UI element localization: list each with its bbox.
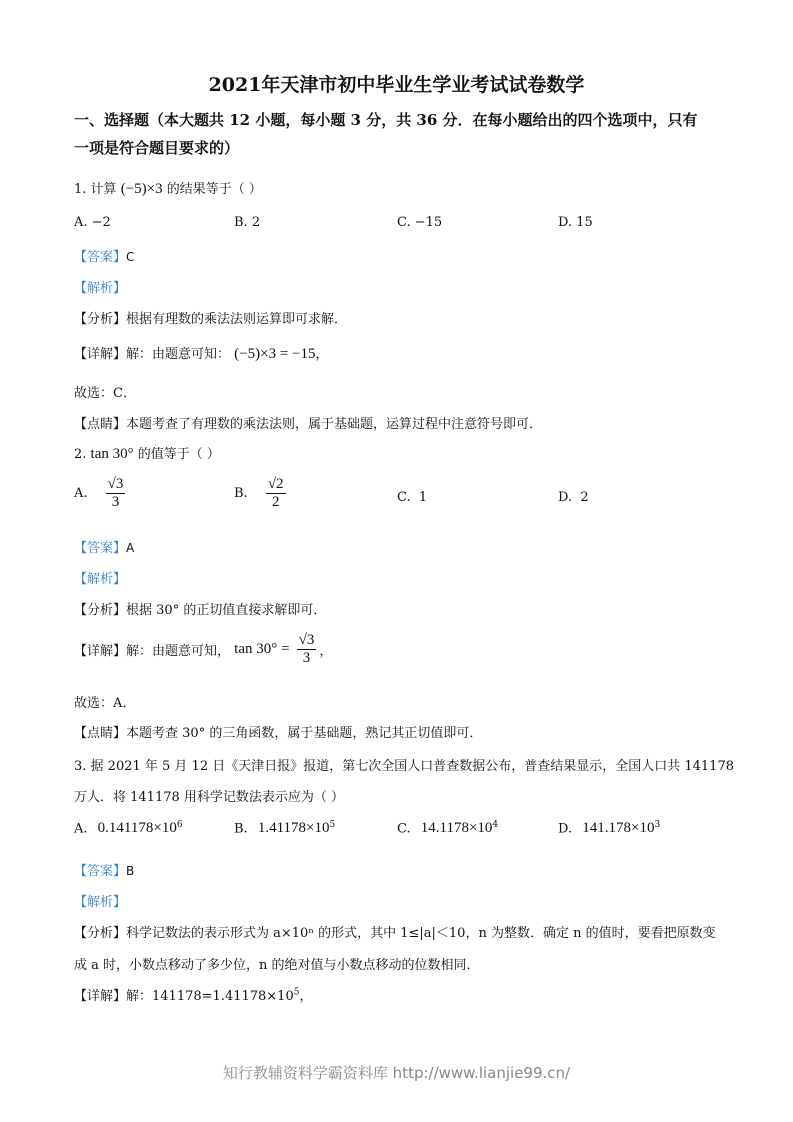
q2-choose: 故选：A． — [74, 696, 136, 711]
q2-detail-tail: ， — [319, 644, 333, 659]
q2-expr: tan 30° — [90, 446, 134, 462]
q2-option-b — [234, 476, 289, 511]
comment-tag: 【点睛】 — [74, 726, 127, 741]
q3-fenxi-text1: 科学记数法的表示形式为 a×10ⁿ 的形式，其中 1≤|a|＜10，n 为整数．确定 n 的值时，要看把原数变 — [126, 926, 716, 941]
q2-prefix: 2. — [74, 447, 87, 462]
q1-option-d: D. 15 — [558, 215, 593, 230]
q3-detail — [74, 985, 312, 1004]
q1-option-b: B. 2 — [234, 215, 261, 230]
q1-answer-value: C — [126, 250, 135, 264]
q3-option-b-base: 1.41178×10 — [257, 820, 330, 837]
q2-option-a-num: √3 — [107, 476, 124, 492]
q1-detail-tail: ， — [315, 347, 329, 362]
q2-fenxi — [74, 599, 326, 618]
q1-expr-a: (−5) — [120, 181, 147, 197]
detail-tag: 【详解】 — [74, 347, 127, 362]
q2-option-b-den: 2 — [271, 494, 280, 510]
footer-source: 知行教辅资料学霸资料库 http://www.lianjie99.cn/ — [222, 1064, 571, 1082]
q3-option-d-label: D. — [558, 821, 573, 837]
q3-fenxi-line1 — [74, 922, 716, 941]
q2-detail-text: 解：由题意可知， — [126, 644, 231, 659]
q2-comment — [74, 722, 482, 741]
answer-tag: 【答案】 — [74, 541, 127, 556]
q1-fenxi — [74, 308, 347, 327]
q1-expr-b: ×3 — [146, 181, 163, 197]
q2-option-d-label: D. — [558, 490, 573, 505]
q2-option-b-num: √2 — [267, 476, 284, 492]
answer-tag: 【答案】 — [74, 250, 127, 265]
q2-answer — [74, 537, 134, 556]
q2-option-a — [74, 476, 128, 511]
q2-comment-text: 本题考查 30° 的三角函数，属于基础题，熟记其正切值即可． — [126, 726, 483, 741]
q3-option-c — [397, 820, 498, 837]
q1-suffix: 的结果等于（ ） — [166, 182, 262, 197]
q2-stem — [74, 443, 220, 463]
analysis-tag: 【解析】 — [74, 572, 127, 587]
q3-answer-value: B — [126, 864, 135, 878]
fenxi-tag: 【分析】 — [74, 312, 127, 327]
q1-analysis — [74, 277, 126, 296]
q3-option-d-exp: 3 — [654, 820, 661, 830]
section-heading — [74, 106, 734, 162]
q2-option-c-label: C. — [397, 490, 411, 505]
comment-tag: 【点睛】 — [74, 417, 127, 432]
q3-analysis — [74, 891, 126, 910]
section-heading-line2: 一项是符合题目要求的） — [74, 139, 240, 157]
q3-option-a-exp: 6 — [176, 820, 183, 830]
q3-option-c-base: 14.1178×10 — [420, 820, 493, 837]
q2-fenxi-text: 根据 30° 的正切值直接求解即可． — [126, 603, 327, 618]
q3-option-b-label: B. — [234, 821, 248, 837]
q2-detail-expr: tan 30° = — [234, 641, 290, 657]
section-heading-line1: 一、选择题（本大题共 12 小题，每小题 3 分，共 36 分．在每小题给出的四个选项中，只有 — [74, 111, 698, 129]
page-title: 2021年天津市初中毕业生学业考试试卷数学 — [208, 74, 585, 96]
answer-tag: 【答案】 — [74, 864, 127, 879]
q1-choose: 故选：C． — [74, 386, 136, 401]
detail-tag: 【详解】 — [74, 644, 127, 659]
q2-detail-den: 3 — [302, 650, 311, 666]
q1-prefix: 1. 计算 — [74, 182, 117, 197]
q3-detail-base: 解：141178=1.41178×10 — [126, 989, 294, 1004]
q2-analysis — [74, 568, 126, 587]
detail-tag: 【详解】 — [74, 989, 127, 1004]
q2-option-d-value: 2 — [580, 490, 589, 505]
q2-suffix: 的值等于（ ） — [137, 447, 220, 462]
q2-detail-num: √3 — [298, 632, 315, 648]
q3-option-d-base: 141.178×10 — [582, 820, 655, 837]
q3-answer — [74, 860, 134, 879]
q2-answer-value: A — [126, 541, 135, 555]
q1-option-c: C. −15 — [397, 215, 443, 230]
q2-option-d — [558, 490, 589, 505]
q2-option-b-frac — [266, 476, 286, 511]
q3-option-c-exp: 4 — [492, 820, 499, 830]
q3-stem-line1: 3. 据 2021 年 5 月 12 日《天津日报》报道，第七次全国人口普查数据公布，普查结果显示，全国人口共 141178 — [74, 759, 734, 774]
q3-option-a — [74, 820, 183, 837]
q3-option-a-label: A. — [74, 821, 88, 837]
q1-comment-text: 本题考查了有理数的乘法法则，属于基础题，运算过程中注意符号即可． — [126, 417, 543, 432]
q1-comment — [74, 413, 542, 432]
q3-option-c-label: C. — [397, 821, 411, 837]
q1-detail-text: 解：由题意可知： — [126, 347, 231, 362]
q2-option-a-frac — [106, 476, 126, 511]
q3-detail-exp: 5 — [293, 987, 300, 998]
q2-detail-frac — [297, 632, 317, 667]
q1-answer — [74, 246, 134, 265]
q3-option-d — [558, 820, 660, 837]
analysis-tag: 【解析】 — [74, 895, 127, 910]
q1-fenxi-text: 根据有理数的乘法法则运算即可求解． — [126, 312, 348, 327]
q2-option-c-value: 1 — [418, 490, 428, 505]
q1-option-a: A. −2 — [74, 215, 111, 230]
q3-stem-line2: 万人．将 141178 用科学记数法表示应为（ ） — [74, 790, 345, 805]
q2-option-b-label: B. — [234, 486, 248, 501]
q2-option-a-den: 3 — [111, 494, 120, 510]
q3-fenxi-line2: 成 a 时，小数点移动了多少位，n 的绝对值与小数点移动的位数相同． — [74, 958, 480, 973]
fenxi-tag: 【分析】 — [74, 603, 127, 618]
q3-option-b — [234, 820, 335, 837]
q2-option-a-label: A. — [74, 486, 88, 501]
q1-stem — [74, 178, 262, 198]
q3-detail-tail: ， — [299, 989, 313, 1004]
q2-detail — [74, 632, 332, 667]
q1-detail — [74, 343, 329, 363]
analysis-tag: 【解析】 — [74, 281, 127, 296]
q1-detail-math: (−5)×3 = −15 — [234, 346, 316, 362]
q2-option-c — [397, 490, 427, 505]
q3-option-a-base: 0.141178×10 — [97, 820, 177, 837]
fenxi-tag: 【分析】 — [74, 926, 127, 941]
q3-option-b-exp: 5 — [329, 820, 336, 830]
